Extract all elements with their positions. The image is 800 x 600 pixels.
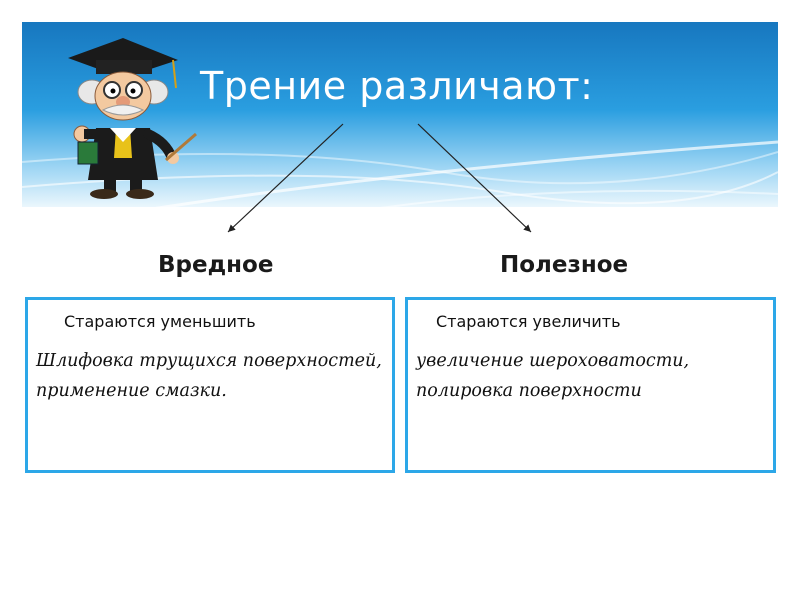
useful-box — [405, 297, 776, 473]
arrow-to-useful — [418, 124, 531, 232]
harmful-subheading: Стараются уменьшить — [64, 312, 256, 331]
useful-subheading: Стараются увеличить — [436, 312, 621, 331]
useful-body: увеличение шероховатости, полировка поверхности — [416, 351, 690, 401]
harmful-heading: Вредное — [158, 252, 274, 278]
arrow-to-harmful — [228, 124, 343, 232]
harmful-box — [25, 297, 395, 473]
useful-heading: Полезное — [500, 252, 629, 278]
page-title: Трение различают: — [200, 64, 594, 108]
harmful-body: Шлифовка трущихся поверхностей, применение смазки. — [36, 351, 382, 401]
